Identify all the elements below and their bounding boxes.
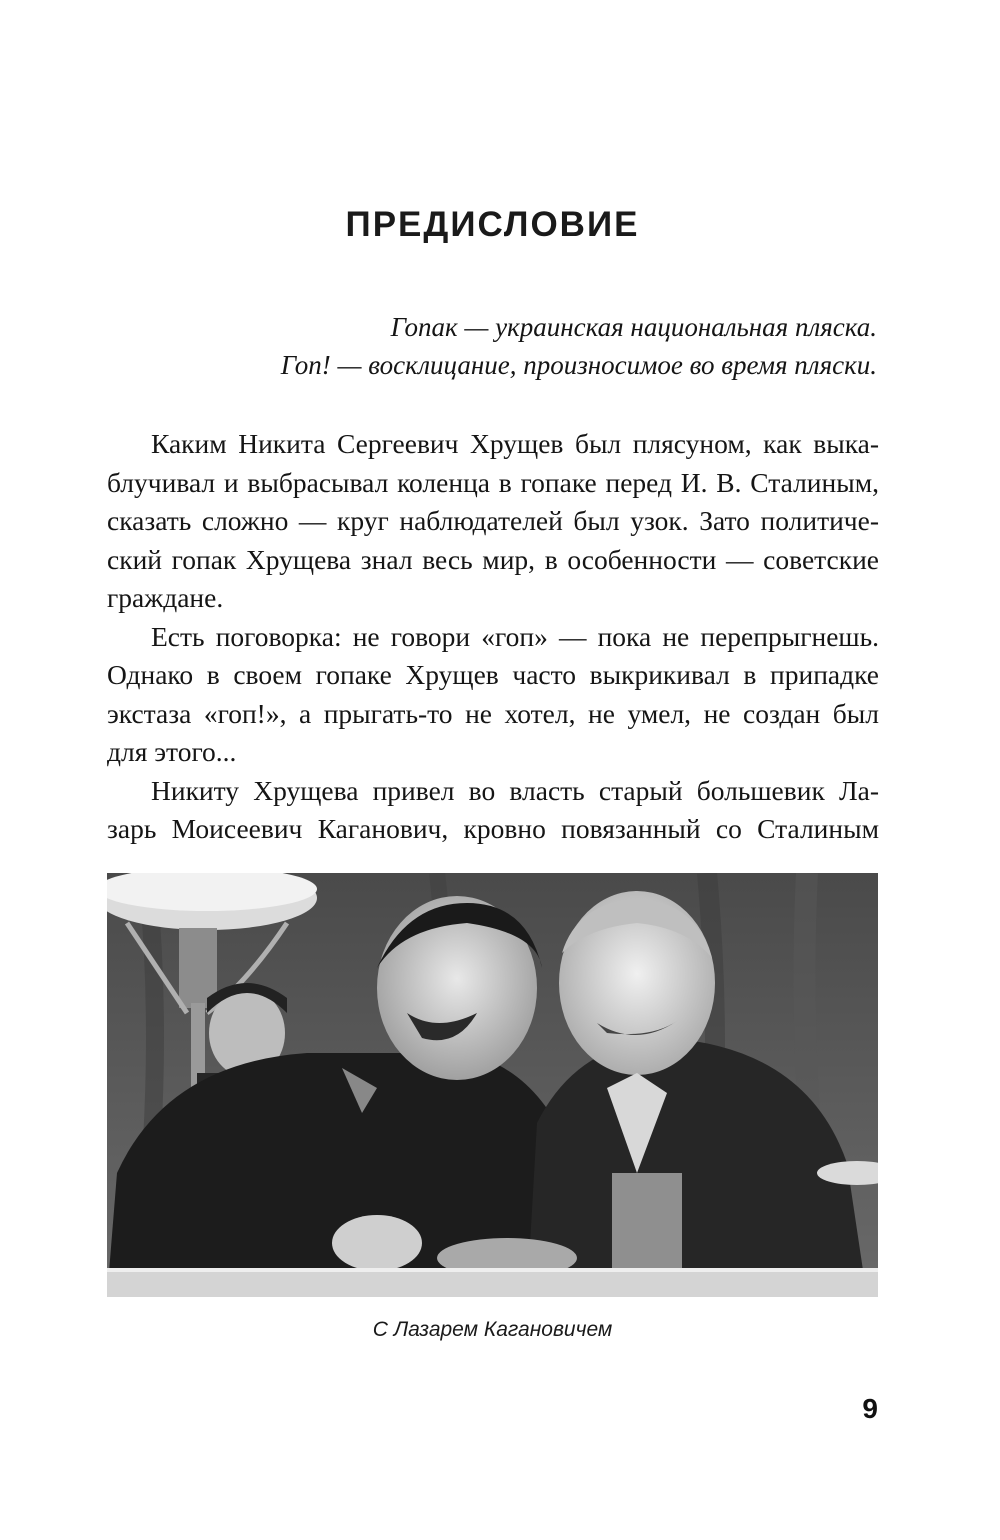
- epigraph-line: Гопак — украинская национальная пляска.: [390, 312, 877, 342]
- photograph: [107, 873, 878, 1297]
- page-heading: ПРЕДИСЛОВИЕ: [345, 205, 640, 244]
- text-line: блучивал и выбрасывал коленца в гопаке перед И. В. Сталиным,: [107, 466, 879, 498]
- epigraph-line: Гоп! — восклицание, произносимое во время пляски.: [280, 350, 877, 380]
- text-line: зарь Моисеевич Каганович, кровно повязанный со Сталиным: [107, 813, 879, 844]
- text-line: ский гопак Хрущева знал весь мир, в особенности — советские: [107, 543, 879, 575]
- paragraph: [107, 425, 879, 618]
- text-line: для этого...: [107, 736, 237, 767]
- text-line: граждане.: [107, 582, 224, 613]
- body-text: [107, 425, 879, 849]
- text-line: Каким Никита Сергеевич Хрущев был плясуном, как выка-: [151, 428, 879, 459]
- photo-caption: С Лазарем Кагановичем: [372, 1318, 613, 1341]
- photo-icon: [107, 873, 878, 1297]
- text-line: Однако в своем гопаке Хрущев часто выкрикивал в припадке: [107, 659, 879, 690]
- paragraph: [107, 772, 879, 849]
- epigraph: [97, 308, 877, 384]
- text-line: экстаза «гоп!», а прыгать-то не хотел, не умел, не создан был: [107, 697, 879, 729]
- paragraph: [107, 618, 879, 772]
- text-line: Есть поговорка: не говори «гоп» — пока не перепрыгнешь.: [151, 620, 879, 652]
- text-line: сказать сложно — круг наблюдателей был узок. Зато политиче-: [107, 505, 879, 536]
- page-number: 9: [862, 1393, 878, 1424]
- text-line: Никиту Хрущева привел во власть старый большевик Ла-: [151, 774, 879, 806]
